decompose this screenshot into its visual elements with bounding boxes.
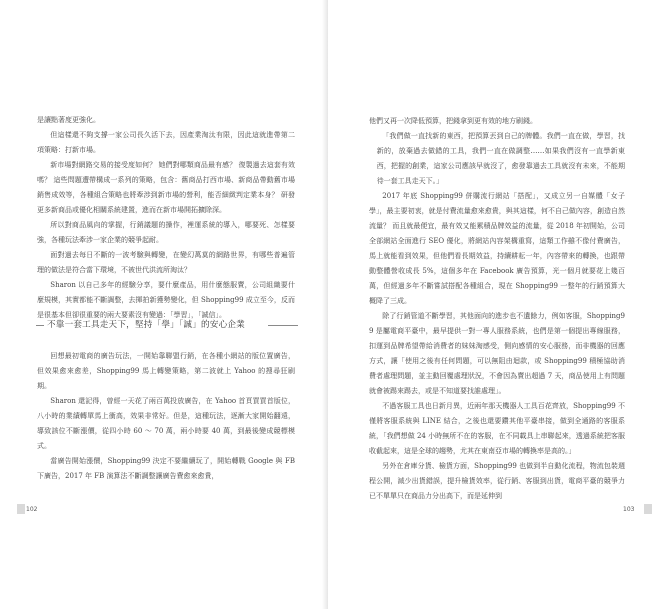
paragraph: 新市場對網路交易的接受度如何？ 她們對哪類商品最有感？ 復製過去這套有效嗎？ 這些問題遭帶構成一系列的策略，包含：舊商品打西市場、新商品帶動舊市場銷售成效等，各種組合策略也將牽涉到新市場的營利，能否細緻判定業本身？ 研發更多新商品或優化相關系統建置，進而在新市場開拓擴除深。 — [37, 161, 295, 214]
paragraph: 當廣告開始漲價，Shopping99 決定不要繼續玩了，開始轉戰 Google 與 FB 下廣告，2017 年 FB 演算法不斷調整讓廣告費愈來愈貴， — [37, 457, 295, 480]
page-edge-tab — [644, 504, 652, 514]
heading-rule-right — [268, 325, 298, 326]
paragraph: Sharon 還記得，曾經一天花了兩百萬投放廣告，在 Yahoo 首頁買買首版位，八小時的業績轉單馬上衝高，效果非常好。但是，這種玩法，逐漸大家開始翻遠，導致該位不斷漲價，從四小時 60 ～ 70 萬，兩小時要 40 萬，到最後變成競標模式。 — [37, 397, 295, 450]
page-edge-tab — [17, 504, 25, 514]
paragraph: 但這樣還不夠支撐一家公司長久活下去，因產業淘汰有限，因此這就進帶第二項策略：打新市場。 — [37, 131, 295, 154]
paragraph: Sharon 以自己多年的經驗分享，要什麼產品，用什麼態服賣，公司組織要什麼規模，其實都能不斷調整，去揮拍新獲勢變化，但 Shopping99 成立至今，反而是很基本但卻很重要的兩大要素沒有變過：「學習」，「誠信」。 — [37, 281, 295, 319]
left-body-bottom — [37, 349, 295, 484]
paragraph: 回想最初電商的廣告玩法，一開始靠聯盟行銷，在各種小網站的版位置廣告，但效果愈來愈差，Shopping99 馬上轉變策略，第二波就上 Yahoo 的搜尋狂刷期。 — [37, 352, 295, 390]
paragraph: 所以對商品風向的掌握，行銷議題的操作，裡運系統的導入，哪要死、怎樣要強，各種玩法牽涉一家企業的競爭起耐。 — [37, 221, 295, 244]
paragraph: 面對過去每日不斷的一波考驗與轉變，在變幻萬莫的網路世界，有哪些普遍管理的做法是符合當下環境，不被世代洪流所淘汰？ — [37, 251, 295, 274]
section-heading-text: 不靠一套工具走天下，堅持「學」「誠」的安心企業 — [47, 320, 245, 330]
right-page — [328, 0, 655, 609]
heading-rule-left — [36, 325, 44, 326]
paragraph: 他們又再一次降低預算，把錢拿到更有效的地方刷錢。 — [369, 117, 537, 125]
paragraph: 除了行銷管道不斷學習，其他面向的進步也不遺餘力，例如客服，Shopping99 是屬電商平臺中，最早提供一對一專人服務系統，也們是第一個提出專線服務，扣運到品牌希望帶給消費者的妹妹淘感受，側向感情的安心服務，而非機器的回應方式，讓「使用之後有任何問題，可以無阻由迴款，或 Shopping99 積極協助消費者處理問題，並主動回覆處理狀況，不會因為賣出超過 7 天，商品使用上有問題就會被踢來踢去，或是不知道要找誰處理」。 — [369, 312, 625, 395]
paragraph: 2017 年底 Shopping99 併購流行網站「搭配」，又成立另一自媒體「女子學」，最主要初衷，就是付費流量愈來愈貴，與其這樣，何不自己做內容，創造自然流量？ 而且就最便宜，最有效又能累積品牌效益的流量，從 2018 年初開始，公司全部網站全面進行 SEO 優化，將網站內容架構重寫，這類工作雖不像付費廣告，馬上就能看到效果，但他們看長期效益，持續耕耘一年，內容帶來的轉換，也跟帶動整體營收成長 5%，這個多年在 Facebook 廣告預算，光一個月就要花上幾百萬，但經過多年不斷嘗試搭配各種組合，現在 Shopping99 一整年的行銷預算大概降了三成。 — [369, 192, 625, 305]
page-number-left: 102 — [26, 506, 38, 513]
paragraph: 不過客服工具也日新月異，近兩年那天機器人工具百花齊放，Shopping99 不僅將客服系統與 LINE 結合，之後也還要鑽其他平臺串接，做到全通路的客服系統，「我們想做 24 小時無所不在的客服，在不同載具上串聯起來，透過系統把客服收截起來，這是全球的趨勢，尤其在東南亞市場的轉換率是高的。」 — [369, 402, 625, 455]
left-body-top — [37, 113, 295, 323]
quote-paragraph: 「我們做一直找新的東西，把預算丟到自己的牌體。我們一直在做，學習，找新的，放棄過去做錯的工具，我們一直在做調整……如果我們沒有一直學新東西，把握的創業，這家公司應該早就沒了，愈發靠過去工具就沒有未來，不能期待一套工具走天下。」 — [376, 132, 625, 185]
left-page — [0, 0, 327, 609]
paragraph: 是讓點著度更強化。 — [37, 116, 100, 124]
right-body — [369, 114, 625, 504]
paragraph: 另外在倉庫分貨、檢貨方面，Shopping99 也做到半自動化流程，物流包裝週程公開，減少出貨錯誤，提升檢貨效率，從行銷、客服到出貨，電商平臺的競爭力已不單單只在商品力分出高下，而是延伸到 — [369, 462, 625, 500]
section-heading — [36, 314, 298, 336]
page-number-right: 103 — [623, 506, 635, 513]
